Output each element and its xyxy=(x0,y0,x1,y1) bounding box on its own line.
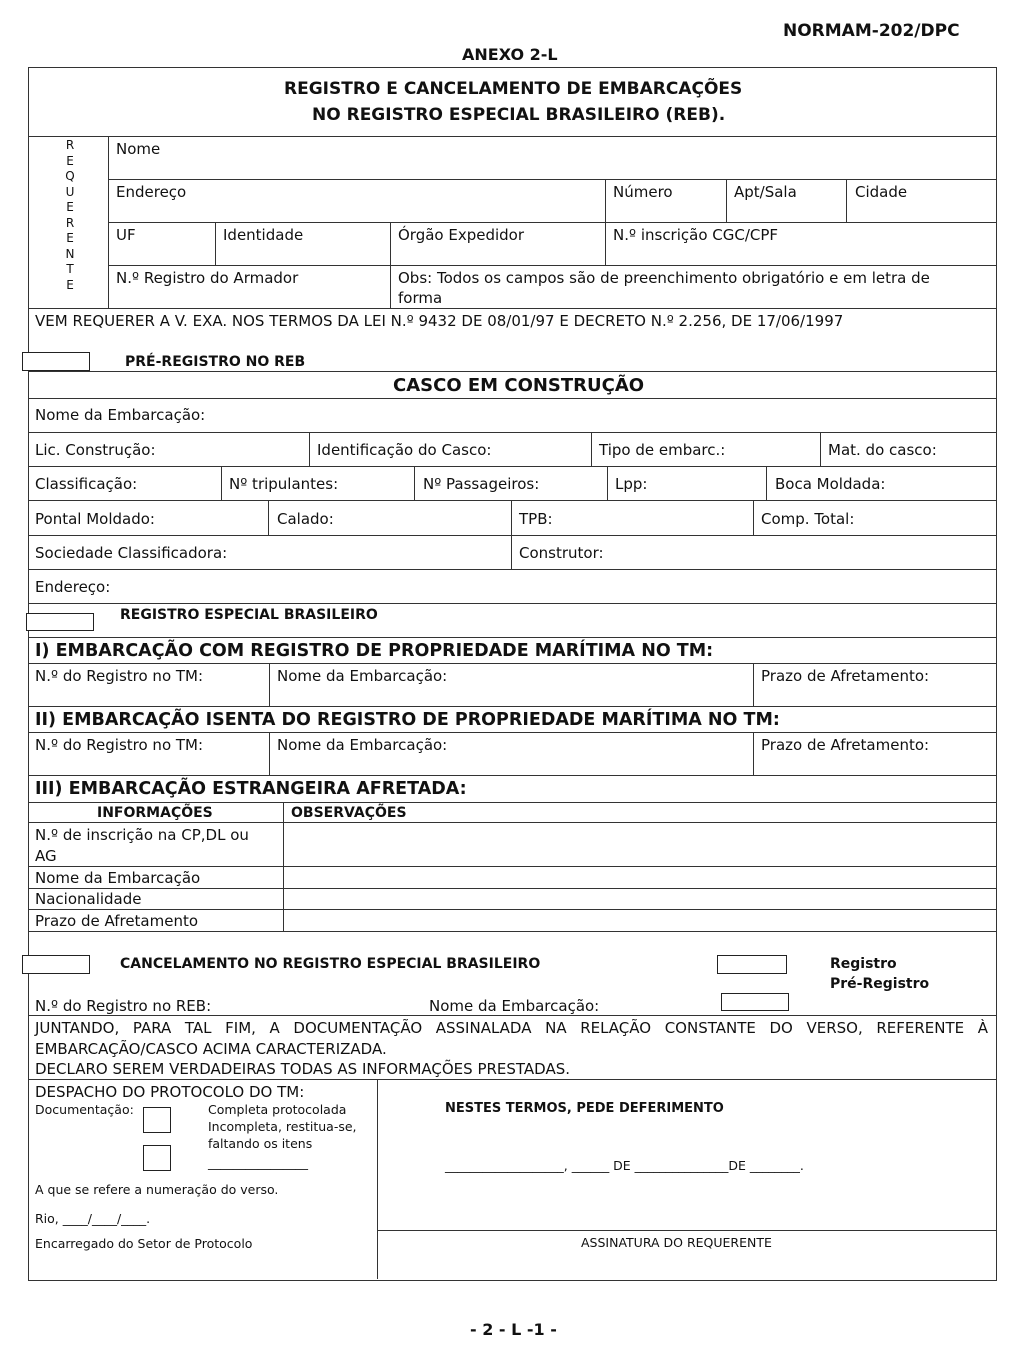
cancelamento-label: CANCELAMENTO NO REGISTRO ESPECIAL BRASILEIRO xyxy=(120,956,541,972)
normam-code: NORMAM-202/DPC xyxy=(783,21,960,41)
pre-registro-checkbox[interactable] xyxy=(22,352,90,371)
page-number: - 2 - L -1 - xyxy=(470,1320,557,1339)
assinatura-label: ASSINATURA DO REQUERENTE xyxy=(581,1235,772,1250)
apt-sala-field[interactable]: Apt/Sala xyxy=(734,183,797,201)
completa-checkbox[interactable] xyxy=(143,1107,171,1133)
classificacao-field[interactable]: Classificação: xyxy=(35,475,138,493)
obs-note-line1: Obs: Todos os campos são de preenchimento obrigatório e em letra de xyxy=(398,269,930,287)
sociedade-classificadora-field[interactable]: Sociedade Classificadora: xyxy=(35,544,228,562)
requerente-side-label: R E Q U E R E N T E xyxy=(65,138,75,292)
pre-registro-cancel-checkbox[interactable] xyxy=(721,993,789,1011)
tpb-field[interactable]: TPB: xyxy=(519,510,553,528)
sec1-prazo-field[interactable]: Prazo de Afretamento: xyxy=(761,667,930,685)
col-observacoes: OBSERVAÇÕES xyxy=(291,805,407,821)
registro-reb-field[interactable]: N.º do Registro no REB: xyxy=(35,997,212,1015)
nome-field[interactable]: Nome xyxy=(116,140,161,158)
info-nome-embarcacao: Nome da Embarcação xyxy=(35,869,201,887)
rio-date-line[interactable]: Rio, ____/____/____. xyxy=(35,1211,151,1226)
form-title-line1: REGISTRO E CANCELAMENTO DE EMBARCAÇÕES xyxy=(284,79,743,99)
casco-heading: CASCO EM CONSTRUÇÃO xyxy=(393,375,645,396)
pre-registro-option-label: Pré-Registro xyxy=(830,976,930,992)
itens-blank-line[interactable]: ________________ xyxy=(208,1155,308,1170)
reb-checkbox[interactable] xyxy=(26,613,94,631)
registro-option-label: Registro xyxy=(830,956,897,972)
passageiros-field[interactable]: Nº Passageiros: xyxy=(423,475,540,493)
inscricao-cgc-cpf-field[interactable]: N.º inscrição CGC/CPF xyxy=(613,226,779,244)
reb-label: REGISTRO ESPECIAL BRASILEIRO xyxy=(120,607,378,623)
encarregado-label: Encarregado do Setor de Protocolo xyxy=(35,1236,253,1251)
numeracao-note: A que se refere a numeração do verso. xyxy=(35,1182,279,1197)
tripulantes-field[interactable]: Nº tripulantes: xyxy=(229,475,339,493)
comp-total-field[interactable]: Comp. Total: xyxy=(761,510,855,528)
form-title-line2: NO REGISTRO ESPECIAL BRASILEIRO (REB). xyxy=(312,105,726,125)
sec1-registro-tm-field[interactable]: N.º do Registro no TM: xyxy=(35,667,204,685)
sec1-nome-embarcacao-field[interactable]: Nome da Embarcação: xyxy=(277,667,448,685)
info-inscricao-line2: AG xyxy=(35,847,57,865)
documentacao-label: Documentação: xyxy=(35,1102,134,1117)
declaracao-line2: EMBARCAÇÃO/CASCO ACIMA CARACTERIZADA. xyxy=(35,1040,387,1058)
sec2-nome-embarcacao-field[interactable]: Nome da Embarcação: xyxy=(277,736,448,754)
endereco-field[interactable]: Endereço xyxy=(116,183,187,201)
incompleta-label-line1: Incompleta, restitua-se, xyxy=(208,1119,357,1134)
boca-moldada-field[interactable]: Boca Moldada: xyxy=(775,475,886,493)
tipo-embarc-field[interactable]: Tipo de embarc.: xyxy=(599,441,726,459)
incompleta-checkbox[interactable] xyxy=(143,1145,171,1171)
registro-armador-field[interactable]: N.º Registro do Armador xyxy=(116,269,299,287)
intro-text: VEM REQUERER A V. EXA. NOS TERMOS DA LEI N.º 9432 DE 08/01/97 E DECRETO N.º 2.256, DE 17/06/1997 xyxy=(35,312,844,330)
sec3-title: III) EMBARCAÇÃO ESTRANGEIRA AFRETADA: xyxy=(35,779,467,799)
identificacao-casco-field[interactable]: Identificação do Casco: xyxy=(317,441,492,459)
uf-field[interactable]: UF xyxy=(116,226,136,244)
completa-label: Completa protocolada xyxy=(208,1102,347,1117)
cancelamento-checkbox[interactable] xyxy=(22,955,90,974)
orgao-expedidor-field[interactable]: Órgão Expedidor xyxy=(398,226,525,244)
sec1-title: I) EMBARCAÇÃO COM REGISTRO DE PROPRIEDADE MARÍTIMA NO TM: xyxy=(35,641,714,661)
annex-label: ANEXO 2-L xyxy=(462,45,558,64)
cancel-nome-embarcacao-field[interactable]: Nome da Embarcação: xyxy=(429,997,600,1015)
numero-field[interactable]: Número xyxy=(613,183,673,201)
pontal-moldado-field[interactable]: Pontal Moldado: xyxy=(35,510,155,528)
nome-embarcacao-field[interactable]: Nome da Embarcação: xyxy=(35,406,206,424)
endereco-construtor-field[interactable]: Endereço: xyxy=(35,578,111,596)
sec2-prazo-field[interactable]: Prazo de Afretamento: xyxy=(761,736,930,754)
declaracao-line1: JUNTANDO, PARA TAL FIM, A DOCUMENTAÇÃO ASSINALADA NA RELAÇÃO CONSTANTE DO VERSO, REFERENTE À xyxy=(35,1019,988,1037)
despacho-title: DESPACHO DO PROTOCOLO DO TM: xyxy=(35,1083,305,1101)
obs-note-line2: forma xyxy=(398,289,443,307)
lic-construcao-field[interactable]: Lic. Construção: xyxy=(35,441,156,459)
date-signature-line[interactable]: ___________________, ______ DE _______________DE ________. xyxy=(445,1158,804,1173)
sec2-registro-tm-field[interactable]: N.º do Registro no TM: xyxy=(35,736,204,754)
calado-field[interactable]: Calado: xyxy=(277,510,334,528)
incompleta-label-line2: faltando os itens xyxy=(208,1136,313,1151)
declaracao-line3: DECLARO SEREM VERDADEIRAS TODAS AS INFORMAÇÕES PRESTADAS. xyxy=(35,1060,571,1078)
cidade-field[interactable]: Cidade xyxy=(855,183,908,201)
deferimento-label: NESTES TERMOS, PEDE DEFERIMENTO xyxy=(445,1101,724,1116)
info-nacionalidade: Nacionalidade xyxy=(35,890,142,908)
info-inscricao-line1: N.º de inscrição na CP,DL ou xyxy=(35,826,249,844)
sec2-title: II) EMBARCAÇÃO ISENTA DO REGISTRO DE PROPRIEDADE MARÍTIMA NO TM: xyxy=(35,710,780,730)
lpp-field[interactable]: Lpp: xyxy=(615,475,648,493)
registro-checkbox[interactable] xyxy=(717,955,787,974)
col-informacoes: INFORMAÇÕES xyxy=(97,805,213,821)
mat-casco-field[interactable]: Mat. do casco: xyxy=(828,441,937,459)
info-prazo: Prazo de Afretamento xyxy=(35,912,199,930)
construtor-field[interactable]: Construtor: xyxy=(519,544,604,562)
pre-registro-label: PRÉ-REGISTRO NO REB xyxy=(125,354,306,370)
identidade-field[interactable]: Identidade xyxy=(223,226,304,244)
